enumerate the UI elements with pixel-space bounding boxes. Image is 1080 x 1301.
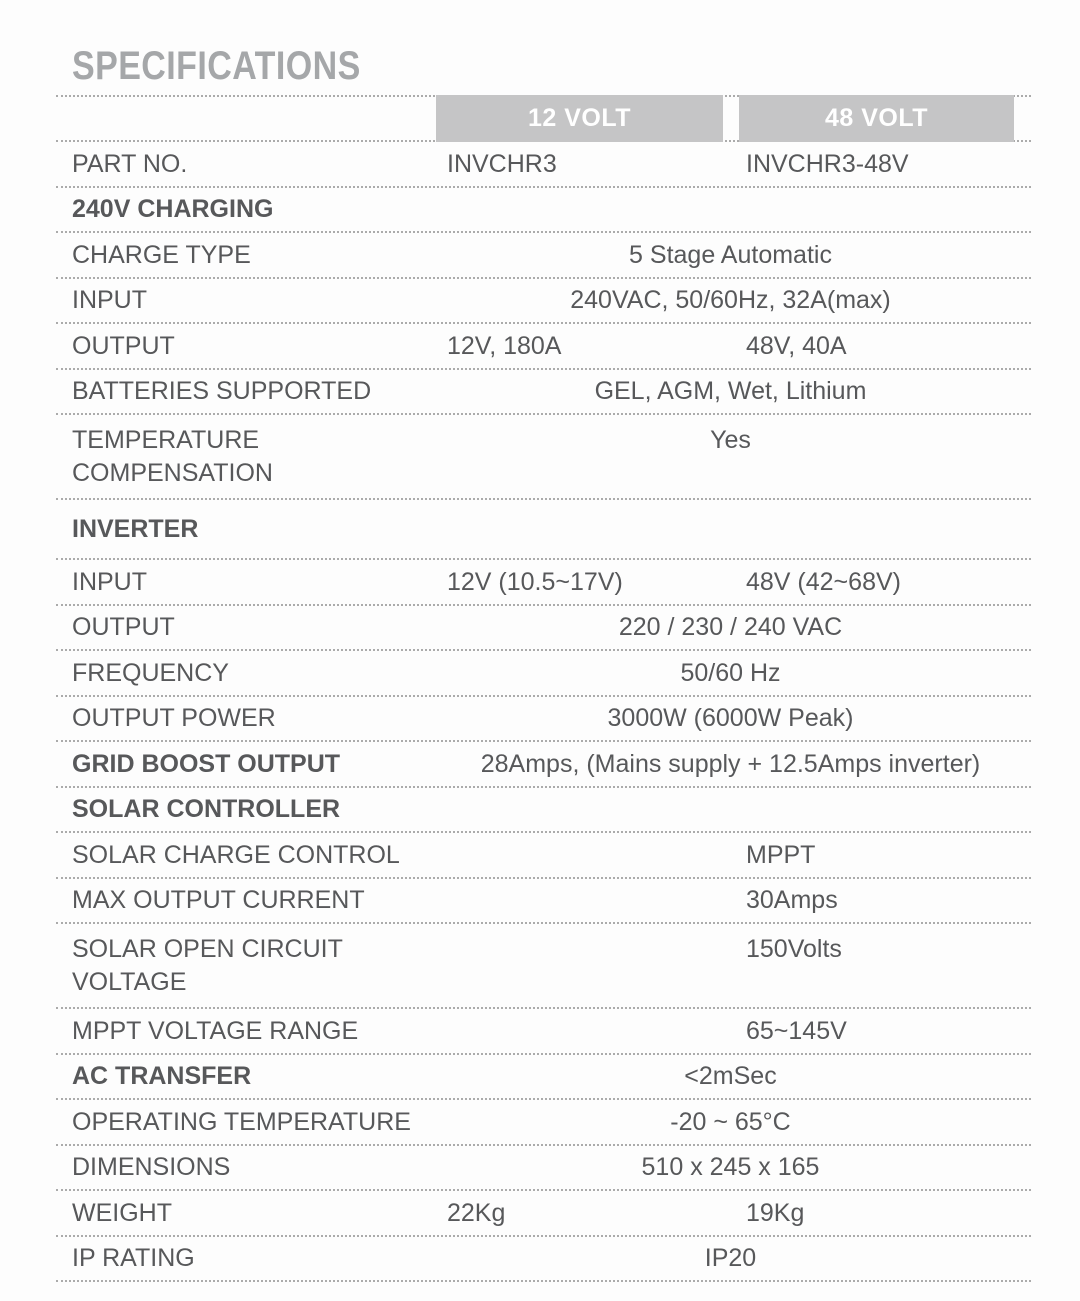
spec-row [56, 879, 1031, 925]
row-value: 28Amps, (Mains supply + 12.5Amps inverter) [480, 749, 981, 778]
header-spacer [56, 97, 430, 140]
spec-row [56, 924, 1031, 1009]
row-label [56, 415, 430, 489]
row-value-48-volt: 48V (42~68V) [746, 567, 901, 596]
spec-row [56, 1100, 1031, 1146]
row-value: 220 / 230 / 240 VAC [618, 613, 843, 641]
spec-row [56, 1237, 1031, 1283]
row-value-spacer [430, 924, 746, 933]
row-value: 150Volts [746, 935, 842, 963]
row-label: FREQUENCY [72, 658, 229, 687]
row-label: AC TRANSFER [72, 1062, 252, 1090]
spec-row [56, 415, 1031, 500]
table-body [56, 142, 1031, 1282]
section-row [56, 788, 1031, 834]
row-label: GRID BOOST OUTPUT [72, 749, 341, 778]
row-label: DIMENSIONS [72, 1153, 231, 1181]
row-value: 510 x 245 x 165 [641, 1153, 820, 1181]
row-value: <2mSec [684, 1062, 777, 1090]
row-value: MPPT [746, 840, 816, 869]
spec-row [56, 560, 1031, 606]
row-label: 240V CHARGING [72, 195, 274, 223]
row-value-12-volt: INVCHR3 [447, 149, 557, 178]
row-label: SOLAR CHARGE CONTROL [72, 840, 400, 869]
spec-row [56, 606, 1031, 652]
row-value-48-volt: INVCHR3-48V [746, 149, 909, 178]
row-label: PART NO. [72, 149, 188, 178]
row-label: INPUT [72, 286, 147, 314]
row-label: IP RATING [72, 1244, 195, 1272]
spec-row [56, 651, 1031, 697]
row-label: MAX OUTPUT CURRENT [72, 886, 365, 914]
row-label: OPERATING TEMPERATURE [72, 1107, 411, 1136]
row-value: IP20 [704, 1244, 757, 1272]
spec-row [56, 279, 1031, 325]
row-value-12-volt: 12V (10.5~17V) [447, 567, 623, 596]
row-label: INVERTER [72, 514, 199, 543]
spec-row [56, 742, 1031, 788]
spec-row [56, 1055, 1031, 1101]
row-value: 50/60 Hz [680, 658, 781, 687]
column-header-12-volt: 12 VOLT [436, 95, 723, 142]
row-label [56, 924, 430, 998]
spec-row [56, 324, 1031, 370]
row-label-line-1: TEMPERATURE [72, 426, 260, 454]
row-label: INPUT [72, 567, 147, 596]
section-row [56, 500, 1031, 560]
row-label: WEIGHT [72, 1198, 172, 1227]
page-title: SPECIFICATIONS [72, 44, 361, 88]
row-value: 30Amps [746, 886, 838, 914]
row-label: MPPT VOLTAGE RANGE [72, 1016, 359, 1045]
row-value: Yes [710, 426, 751, 454]
row-value-48-volt: 19Kg [746, 1198, 805, 1227]
row-value-48-volt: 48V, 40A [746, 331, 847, 360]
specifications-table [56, 95, 1031, 1282]
spec-row [56, 1191, 1031, 1237]
row-value: GEL, AGM, Wet, Lithium [594, 377, 867, 405]
row-label-line-1: SOLAR OPEN CIRCUIT [72, 935, 343, 963]
row-label: OUTPUT POWER [72, 704, 276, 732]
spec-row [56, 1146, 1031, 1192]
row-label-line-2: VOLTAGE [72, 967, 187, 996]
row-value: 240VAC, 50/60Hz, 32A(max) [570, 286, 891, 314]
row-value: 3000W (6000W Peak) [607, 704, 854, 732]
row-value-12-volt: 12V, 180A [447, 331, 562, 360]
spec-row [56, 833, 1031, 879]
row-label: CHARGE TYPE [72, 240, 251, 269]
row-label-line-2: COMPENSATION [72, 458, 273, 487]
section-row [56, 188, 1031, 234]
row-label: SOLAR CONTROLLER [72, 795, 341, 823]
spec-row [56, 142, 1031, 188]
row-label: OUTPUT [72, 331, 175, 360]
row-value: -20 ~ 65°C [670, 1107, 791, 1136]
row-label: BATTERIES SUPPORTED [72, 377, 372, 405]
row-label: OUTPUT [72, 613, 175, 641]
spec-row [56, 370, 1031, 416]
table-header-row [56, 95, 1031, 142]
row-value-12-volt: 22Kg [447, 1198, 506, 1227]
column-header-48-volt: 48 VOLT [739, 95, 1014, 142]
spec-row [56, 233, 1031, 279]
row-value: 5 Stage Automatic [629, 240, 832, 269]
spec-row [56, 697, 1031, 743]
spec-row [56, 1009, 1031, 1055]
row-value: 65~145V [746, 1016, 847, 1045]
